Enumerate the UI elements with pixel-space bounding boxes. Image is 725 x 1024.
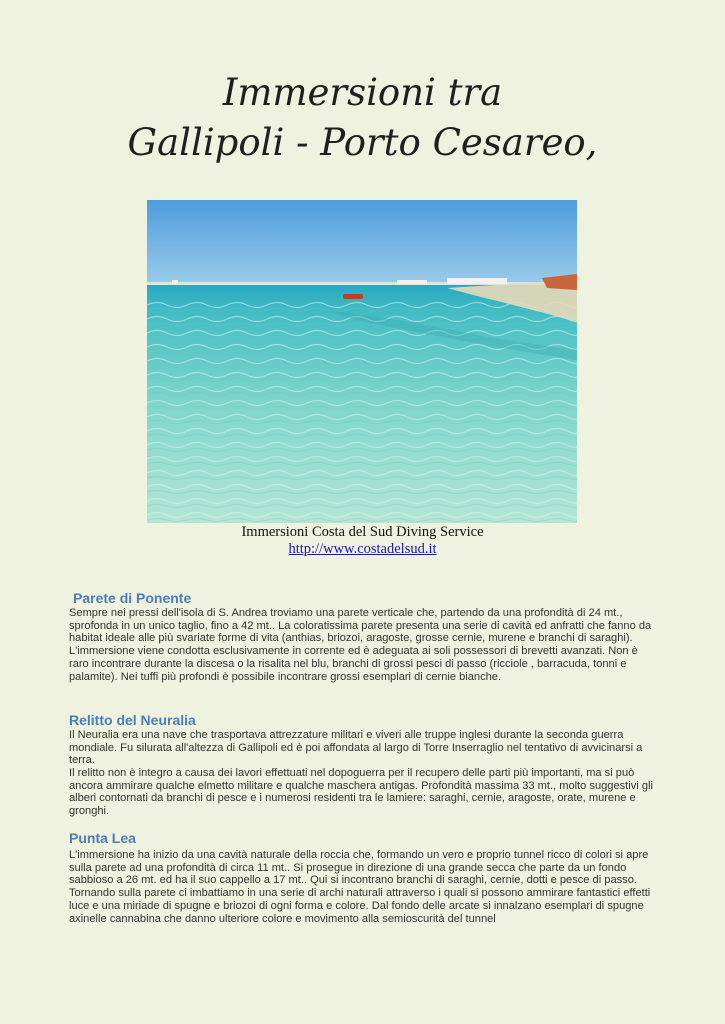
caption-link[interactable]: http://www.costadelsud.it (288, 541, 437, 557)
heading-parete-di-ponente: Parete di Ponente (73, 590, 192, 606)
paragraph-neuralia-1: Il Neuralia era una nave che trasportava attrezzature militari e viveri alle truppe inglesi durante la seconda guerra mondiale. Fu silurata all'altezza di Gallipoli ed è poi affondata al largo di Torre Inserraglio nel tentativo di avvicinarsi a terra. (69, 729, 643, 767)
beach-sea-photo (147, 200, 577, 523)
heading-relitto-del-neuralia: Relitto del Neuralia (69, 712, 196, 728)
page-title-line-1: Immersioni tra (222, 71, 503, 114)
beach-sea-image (147, 200, 577, 523)
photo-caption: Immersioni Costa del Sud Diving Service (241, 524, 484, 540)
heading-punta-lea: Punta Lea (69, 830, 136, 846)
paragraph-punta-lea: L'immersione ha inizio da una cavità naturale della roccia che, formando un vero e proprio tunnel ricco di colori si apre sulla parete ad una profondità di circa 11 mt.. Si prosegue in direzione di una grande secca che parte da un fondo sabbioso a 26 mt. ed ha il suo cappello a 17 mt.. Qui si incontrano branchi di saraghi, cernie, dotti e pesce di passo. Tornando sulla parete ci imbattiamo in una serie di archi naturali attraverso i quali si possono ammirare fantastici effetti luce e una miriade di spugne e briozoi di ogni forma e colore. Dal fondo delle arcate si innalzano esemplari di spugne axinelle cannabina che danno ulteriore colore e movimento alla semioscurità del tunnel (69, 849, 651, 925)
paragraph-neuralia-2: Il relitto non è integro a causa dei lavori effettuati nel dopoguerra per il recupero delle parti più importanti, ma si può ancora ammirare qualche elmetto militare e qualche maschera antigas. Profondità massima 33 mt., molto suggestivi gli alberi contornati da branchi di pesce e i numerosi residenti tra le lamiere: saraghi, cernie, aragoste, orate, murene e gronghi. (69, 767, 653, 818)
page-title-line-2: Gallipoli - Porto Cesareo, (127, 121, 598, 164)
paragraph-parete-di-ponente: Sempre nei pressi dell'isola di S. Andrea troviamo una parete verticale che, partendo da una profondità di 24 mt., sprofonda in un unico taglio, fino a 42 mt.. La coloratissima parete presenta una serie di cavità ed anfratti che fanno da habitat ideale alle più svariate forme di vita (anthias, briozoi, aragoste, grosse cernie, murene e branchi di saraghi). L'immersione viene condotta esclusivamente in corrente ed è adeguata ai soli possessori di brevetti avanzati. Non è raro incontrare durante la discesa o la risalita nel blu, branchi di grossi pesci di passo (ricciole , barracuda, tonni e palamite). Nei tuffi più profondi è possibile incontrare grossi esemplari di cernie bianche. (69, 607, 652, 683)
